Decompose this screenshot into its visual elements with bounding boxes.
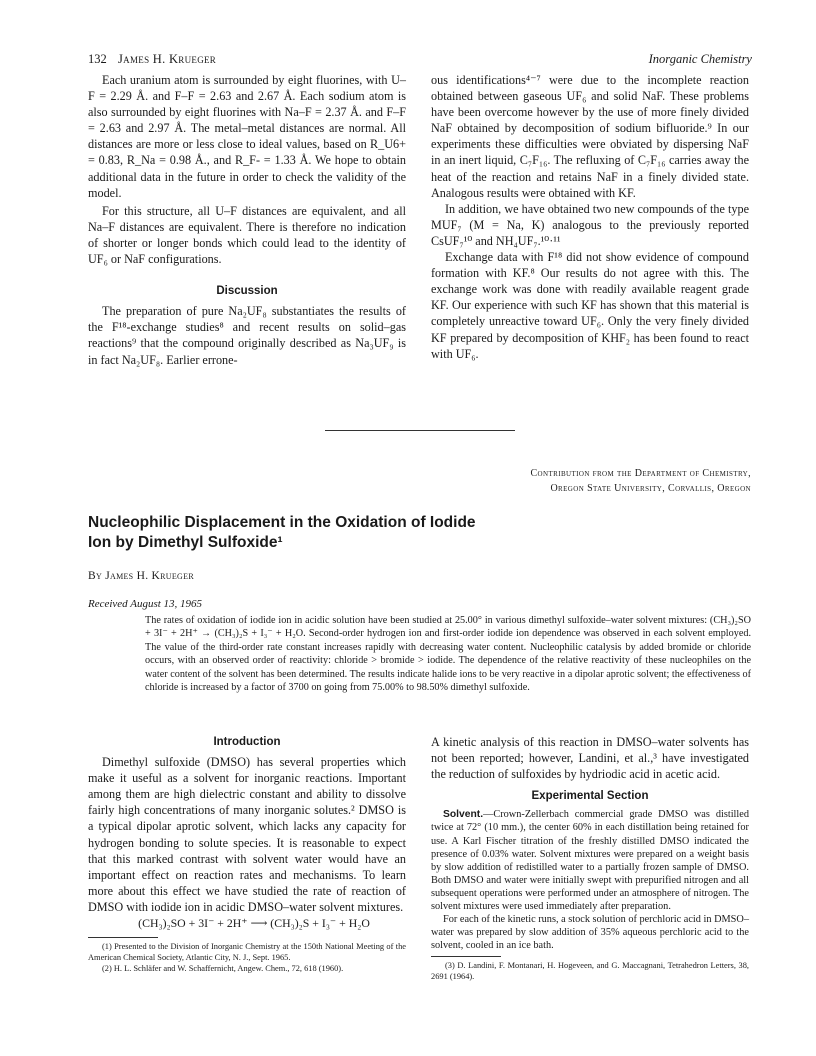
section-heading-discussion: Discussion — [216, 285, 278, 298]
footnote: (3) D. Landini, F. Montanari, H. Hogeveen, and G. Maccagnani, Tetrahedron Letters, 38, 2691 (1964). — [431, 961, 749, 982]
article-title: Nucleophilic Displacement in the Oxidation of Iodide Ion by Dimethyl Sulfoxide¹ — [88, 514, 476, 551]
paragraph: Each uranium atom is surrounded by eight fluorines, with U–F = 2.29 Å. and F–F = 2.63 and 2.67 Å. Each sodium atom is also surrounded by eight fluorines with Na–F = 2.37 Å. and F–F = 2.63 and 2.97 Å. The metal–metal distances are normal. All distances are more or less close to ideal values, based on R_U6+ = 0.83, R_Na = 0.98 Å., and R_F- = 1.33 Å. We hope to obtain additional data in the future in order to check the validity of the model. — [88, 73, 406, 200]
contribution-affiliation — [391, 466, 751, 496]
paragraph: ous identifications⁴⁻⁷ were due to the incomplete reaction obtained between gaseous UF₆ and solid NaF. These problems have been overcome however by the use of more finely divided NaF obtained by decomposition of sodium bifluoride.⁹ In our experiments these difficulties were obviated by dispersing NaF in an inert liquid, C₇F₁₆. The refluxing of C₇F₁₆ carries away the heat of the reaction and retains NaF in a finely divided state. Analogous results were obtained with KF. — [431, 73, 749, 200]
article-right-column — [431, 734, 749, 982]
page-number: 132 — [88, 52, 107, 66]
abstract: The rates of oxidation of iodide ion in acidic solution have been studied at 25.00° in various dimethyl sulfoxide–water solvent mixtures: (CH₃)₂SO + 3I⁻ + 2H⁺ → (CH₃)₂S + I₃⁻ + H₂O. Second-order hydrogen ion and first-order iodide ion dependence was observed in each solvent employed. The value of the third-order rate constant increases rapidly with decreasing water content. Nucleophilic catalysis by added bromide or chloride occurs, with an observed order of reactivity: chloride > bromide > iodide. The dependence of the relative reactivity of these nucleophiles on the water content of the solvent has been determined. The results indicate halide ions to be very reactive in a dipolar aprotic solvent; the effectiveness of chloride is increased by a factor of 3700 on going from 75.00% to 98.50% dimethyl sulfoxide. — [145, 615, 751, 694]
paragraph: For each of the kinetic runs, a stock solution of perchloric acid in DMSO–water was prepared by slow addition of 35% aqueous perchloric acid to the solvent, cooled in an ice bath. — [431, 914, 749, 952]
footnote: (2) H. L. Schläfer and W. Schaffernicht, Angew. Chem., 72, 618 (1960). — [102, 964, 344, 974]
footnote-rule — [431, 956, 501, 957]
paragraph: A kinetic analysis of this reaction in DMSO–water solvents has not been reported; however, Landini, et al.,³ have investigated the reduction of sulfoxides by hydriodic acid in acetic acid. — [431, 735, 749, 782]
paragraph — [431, 808, 749, 913]
article-separator — [325, 430, 515, 431]
article-left-column — [88, 734, 406, 974]
reaction-equation: (CH₃)₂SO + 3I⁻ + 2H⁺ ⟶ (CH₃)₂S + I₃⁻ + H₂O — [138, 916, 370, 931]
running-header — [88, 52, 752, 68]
footnote-rule — [88, 937, 158, 938]
received-date: Received August 13, 1965 — [88, 598, 203, 610]
paragraph: The preparation of pure Na₂UF₈ substantiates the results of the F¹⁸-exchange studies⁸ and recent results on solid–gas reactions⁹ that the compound originally described as Na₃UF₉ is in fact Na₂UF₈. Earlier errone- — [88, 304, 406, 367]
paragraph: Exchange data with F¹⁸ did not show evidence of compound formation with KF.⁸ Our results do not agree with this. The exchange work was done with readily available reagent grade KF. Our experience with such KF has shown that this material is completely unreactive toward UF₆. Only the very finely divided KF prepared by decomposition of KHF₂ has been found to react with UF₆. — [431, 250, 749, 361]
contribution-line: Contribution from the Department of Chemistry, — [530, 468, 751, 479]
footnote: (1) Presented to the Division of Inorganic Chemistry at the 150th National Meeting of the American Chemical Society, Atlantic City, N. J., Sept. 1965. — [88, 942, 406, 963]
previous-article-left-column — [88, 72, 406, 368]
header-author: James H. Krueger — [118, 52, 217, 66]
run-in-heading: Solvent. — [443, 809, 484, 821]
journal-name: Inorganic Chemistry — [648, 52, 752, 66]
section-heading-experimental: Experimental Section — [531, 790, 649, 803]
previous-article-right-column — [431, 72, 749, 362]
paragraph-text: —Crown-Zellerbach commercial grade DMSO was distilled twice at 72° (10 mm.), the center 60% in each distillation being retained for use. A Karl Fischer titration of the freshly distilled DMSO indicated the presence of 0.03% water. Solvent mixtures were prepared on a weight basis by slow addition of redistilled water to a partially frozen sample of DMSO. Both DMSO and water were initially swept with prepurified nitrogen and all subsequent operations were performed under an atmosphere of nitrogen. The solvent mixtures were used immediately after preparation. — [431, 809, 749, 913]
paragraph: In addition, we have obtained two new compounds of the type MUF₇ (M = Na, K) analogous to the previously reported CsUF₇¹⁰ and NH₄UF₇.¹⁰·¹¹ — [431, 201, 749, 248]
section-heading-introduction: Introduction — [213, 736, 281, 748]
paragraph: Dimethyl sulfoxide (DMSO) has several properties which make it useful as a solvent for inorganic reactions. Important among them are high dielectric constant and ability to dissolve fairly high concentrations of many inorganic solutes.² DMSO is a typical dipolar aprotic solvent, which lacks any capacity for hydrogen bonding to solute species. It is reasonable to expect that this marked contrast with solvent water would have an important effect on reaction rates and mechanisms. To learn more about this effect we have studied the rate of reaction of DMSO with iodide ion in acidic DMSO–water solvent mixtures. — [88, 755, 406, 914]
byline: By James H. Krueger — [88, 570, 194, 582]
contribution-line: Oregon State University, Corvallis, Oregon — [550, 483, 751, 494]
paragraph: For this structure, all U–F distances are equivalent, and all Na–F distances are equivalent. There is therefore no indication of shorter or longer bonds which could lead to the identity of UF₆ or NaF configurations. — [88, 203, 406, 267]
